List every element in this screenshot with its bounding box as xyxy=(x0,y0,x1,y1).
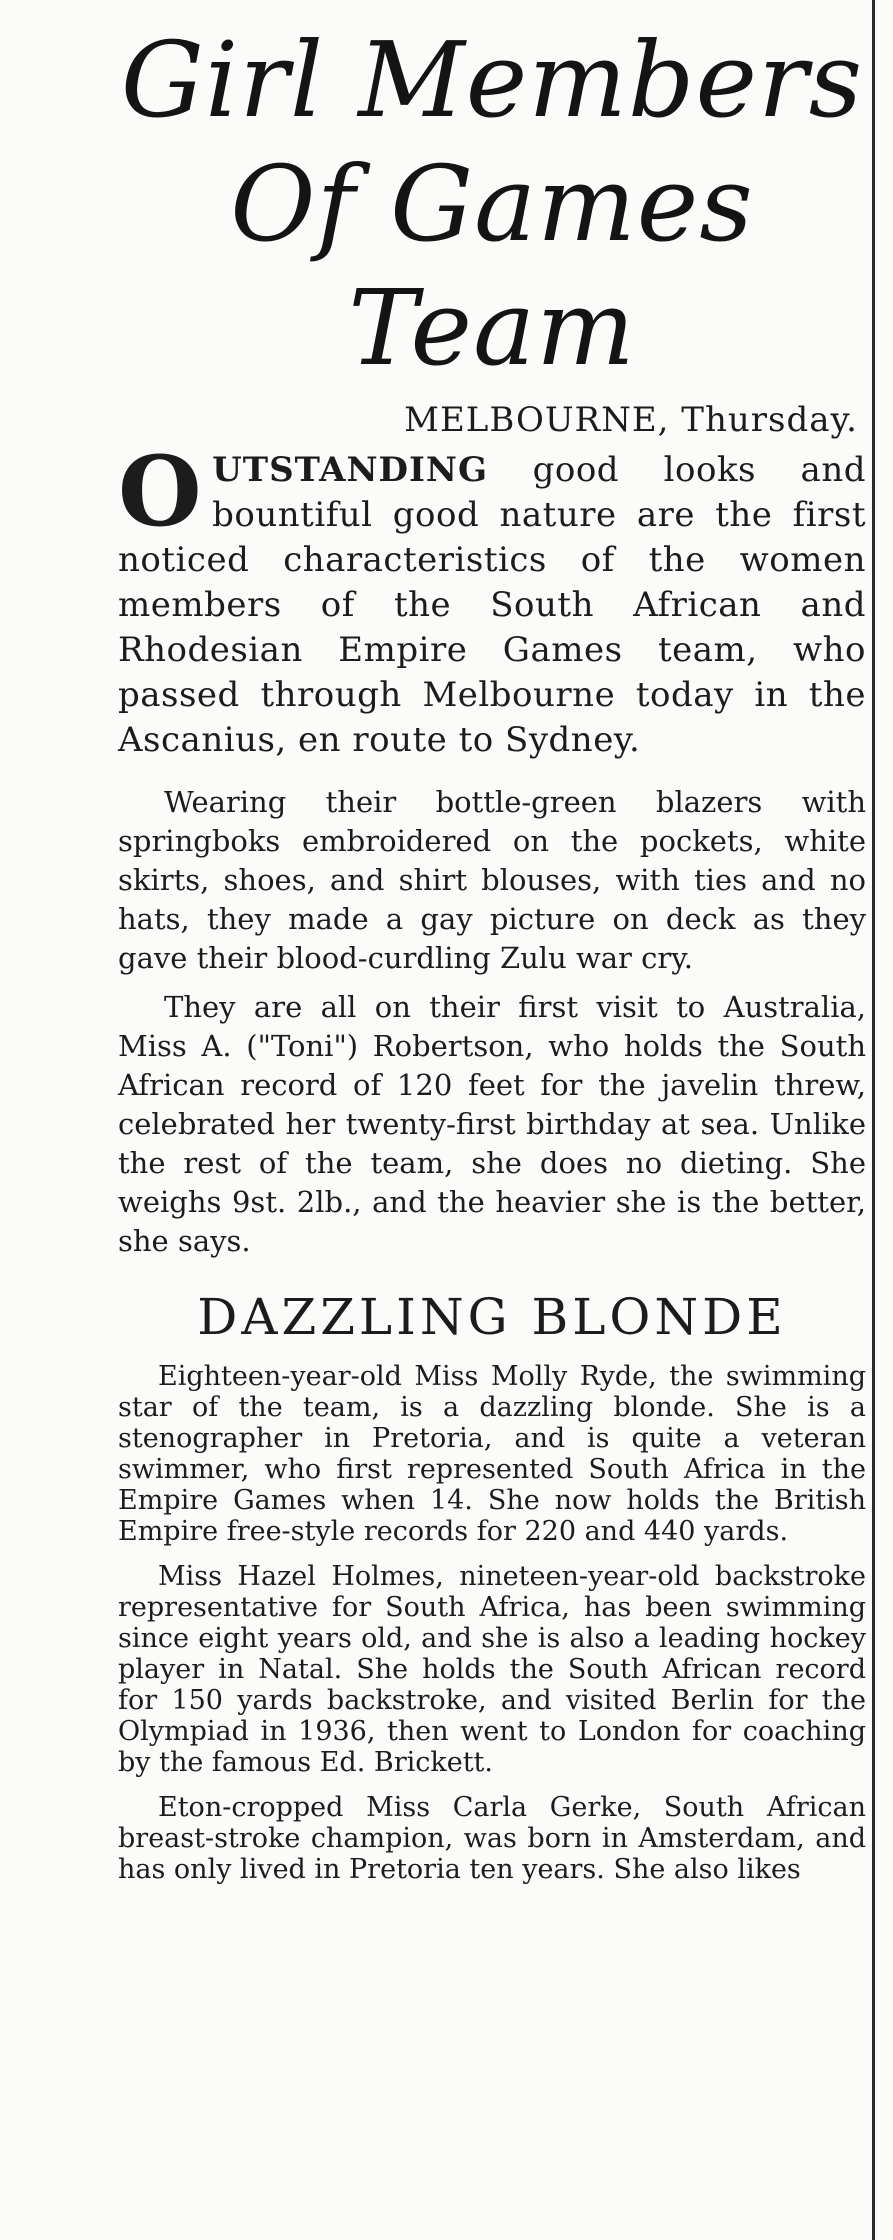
subheading: DAZZLING BLONDE xyxy=(197,1288,787,1346)
body-paragraph-2: They are all on their first visit to Australia, Miss A. ("Toni") Robertson, who holds the South African record of 120 feet for the javelin threw, celebrated her twenty-first birthday at sea. Unlike the rest of the team, she does no dieting. She weighs 9st. 2lb., and the heavier she is the better, she says. xyxy=(118,990,866,1258)
article-column xyxy=(118,18,866,1885)
headline-line-3: Team xyxy=(348,267,636,389)
body-paragraph-5: Eton-cropped Miss Carla Gerke, South African breast-stroke champion, was born in Amsterdam, and has only lived in Pretoria ten years. She also likes xyxy=(118,1792,866,1885)
drop-cap: O xyxy=(118,435,203,548)
dateline: MELBOURNE, Thursday. xyxy=(404,400,858,440)
lead-paragraph xyxy=(118,435,866,763)
headline-line-2: Of Games xyxy=(230,143,754,265)
headline-line-1: Girl Members xyxy=(120,19,864,141)
column-rule xyxy=(872,0,875,2240)
body-paragraph-4: Miss Hazel Holmes, nineteen-year-old backstroke representative for South Africa, has been swimming since eight years old, and she is also a leading hockey player in Natal. She holds the South African record for 150 yards backstroke, and visited Berlin for the Olympiad in 1936, then went to London for coaching by the famous Ed. Brickett. xyxy=(118,1561,866,1778)
body-paragraph-3: Eighteen-year-old Miss Molly Ryde, the swimming star of the team, is a dazzling blonde. She is a stenographer in Pretoria, and is quite a veteran swimmer, who first represented South Africa in the Empire Games when 14. She now holds the British Empire free-style records for 220 and 440 yards. xyxy=(118,1361,866,1547)
lead-caps: UTSTANDING xyxy=(212,450,489,490)
lead-text: good looks and bountiful good nature are the first noticed characteristics of the women members of the South African and Rhodesian Empire Games team, who passed through Melbourne today in the Ascanius, en route to Sydney. xyxy=(118,450,866,760)
headline xyxy=(118,18,866,390)
body-paragraph-1: Wearing their bottle-green blazers with springboks embroidered on the pockets, white skirts, shoes, and shirt blouses, with ties and no hats, they made a gay picture on deck as they gave their blood-curdling Zulu war cry. xyxy=(118,785,866,975)
